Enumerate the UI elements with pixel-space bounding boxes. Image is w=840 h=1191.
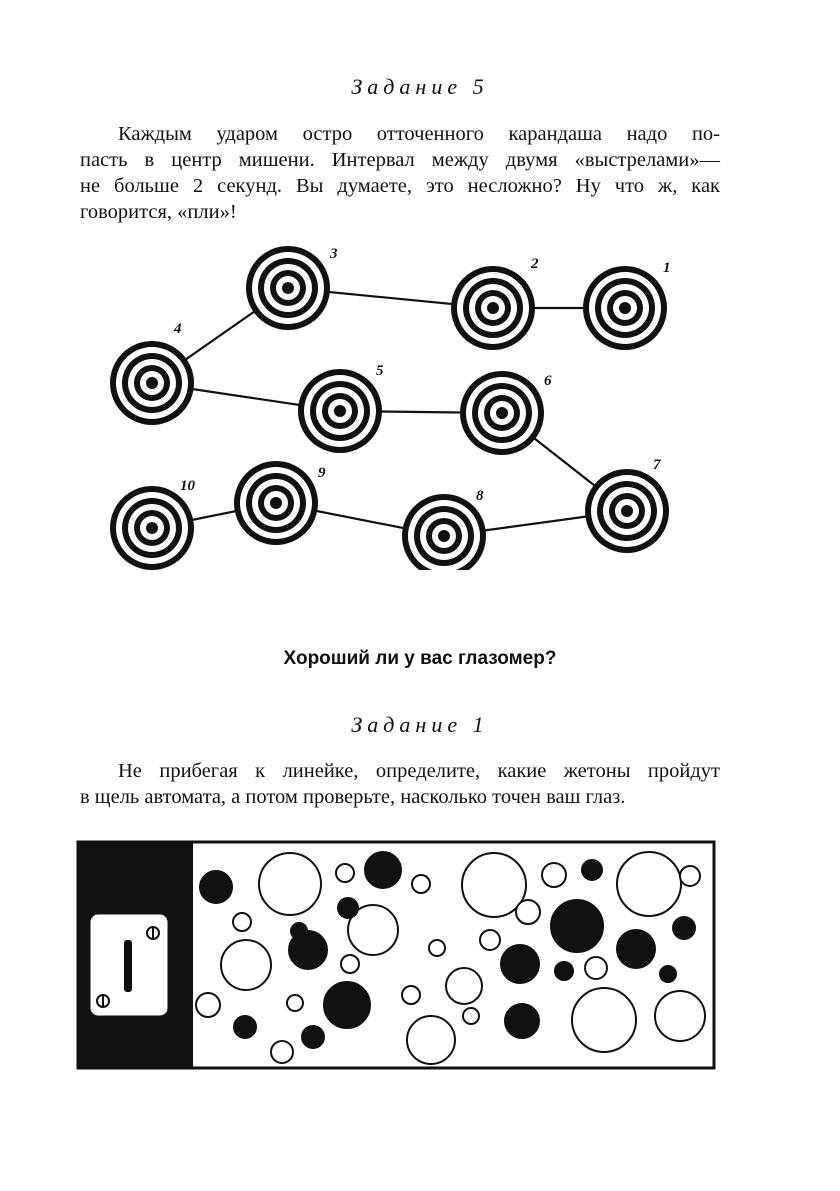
target-5[interactable] [298, 363, 384, 453]
target-center [285, 285, 291, 291]
token-filled[interactable] [555, 962, 573, 980]
target-4[interactable] [110, 321, 194, 425]
task5-line-2: пасть в центр мишени. Интервал между двумя «выстрелами»— [80, 149, 720, 171]
target-center [149, 525, 155, 531]
token-outline[interactable] [463, 1008, 479, 1024]
target-group [110, 246, 671, 570]
token-outline[interactable] [221, 940, 271, 990]
token-outline[interactable] [287, 995, 303, 1011]
token-machine-illustration [76, 840, 720, 1072]
token-outline[interactable] [655, 991, 705, 1041]
task1-paragraph [80, 758, 720, 810]
target-center [622, 305, 628, 311]
target-10[interactable] [110, 478, 196, 570]
target-7[interactable] [585, 457, 669, 553]
target-center [490, 305, 496, 311]
target-number-label: 2 [531, 256, 539, 272]
token-filled[interactable] [324, 982, 370, 1028]
token-filled[interactable] [234, 1016, 256, 1038]
token-outline[interactable] [271, 1041, 293, 1063]
target-number-label: 9 [318, 465, 326, 481]
target-center [273, 500, 279, 506]
token-outline[interactable] [341, 955, 359, 973]
target-center [624, 508, 630, 514]
task5-paragraph [80, 121, 720, 225]
targets-diagram [0, 230, 840, 570]
token-outline[interactable] [585, 957, 607, 979]
token-outline[interactable] [446, 968, 482, 1004]
target-number-label: 7 [653, 457, 661, 473]
token-outline[interactable] [516, 900, 540, 924]
token-filled[interactable] [617, 930, 655, 968]
token-outline[interactable] [407, 1016, 455, 1064]
target-links [152, 288, 627, 536]
token-outline[interactable] [196, 993, 220, 1017]
token-outline[interactable] [572, 988, 636, 1052]
token-outline[interactable] [480, 930, 500, 950]
target-number-label: 6 [544, 373, 552, 389]
token-outline[interactable] [402, 986, 420, 1004]
task1-line-2: в щель автомата, а потом проверьте, насколько точен ваш глаз. [80, 786, 626, 808]
task1-line-1: Не прибегая к линейке, определите, какие жетоны пройдут [118, 760, 720, 782]
token-filled[interactable] [200, 871, 232, 903]
target-8[interactable] [402, 488, 486, 570]
target-2[interactable] [451, 256, 539, 350]
token-outline[interactable] [617, 852, 681, 916]
token-outline[interactable] [233, 913, 251, 931]
target-number-label: 5 [376, 363, 384, 379]
token-filled[interactable] [673, 917, 695, 939]
target-center [149, 380, 155, 386]
screw-icon [147, 927, 159, 939]
target-3[interactable] [246, 246, 338, 330]
token-outline[interactable] [680, 866, 700, 886]
target-number-label: 10 [180, 478, 195, 494]
screw-icon [97, 995, 109, 1007]
task5-line-1: Каждым ударом остро отточенного карандаша надо по- [118, 123, 720, 145]
target-number-label: 3 [330, 246, 338, 262]
task1-title: Задание 1 [351, 712, 489, 737]
token-filled[interactable] [338, 898, 358, 918]
task5-line-3: не больше 2 секунд. Вы думаете, это несложно? Ну что ж, как [80, 175, 720, 197]
token-filled[interactable] [501, 945, 539, 983]
target-center [441, 533, 447, 539]
target-number-label: 1 [663, 260, 671, 276]
section-heading: Хороший ли у вас глазомер? [283, 648, 557, 669]
target-number-label: 8 [476, 488, 484, 504]
coin-slot [124, 940, 132, 992]
token-outline[interactable] [412, 875, 430, 893]
task5-line-4: говорится, «пли»! [80, 201, 237, 223]
target-center [337, 408, 343, 414]
target-9[interactable] [234, 461, 326, 545]
target-center [499, 410, 505, 416]
task5-title: Задание 5 [351, 74, 489, 99]
token-outline[interactable] [429, 940, 445, 956]
token-outline[interactable] [259, 853, 321, 915]
token-filled[interactable] [582, 860, 602, 880]
token-outline[interactable] [336, 864, 354, 882]
token-filled[interactable] [551, 900, 603, 952]
token-filled[interactable] [289, 931, 327, 969]
target-number-label: 4 [174, 321, 182, 337]
token-filled[interactable] [365, 852, 401, 888]
token-filled[interactable] [505, 1004, 539, 1038]
token-filled[interactable] [660, 966, 676, 982]
token-outline[interactable] [542, 863, 566, 887]
token-filled[interactable] [302, 1026, 324, 1048]
target-1[interactable] [583, 260, 671, 350]
